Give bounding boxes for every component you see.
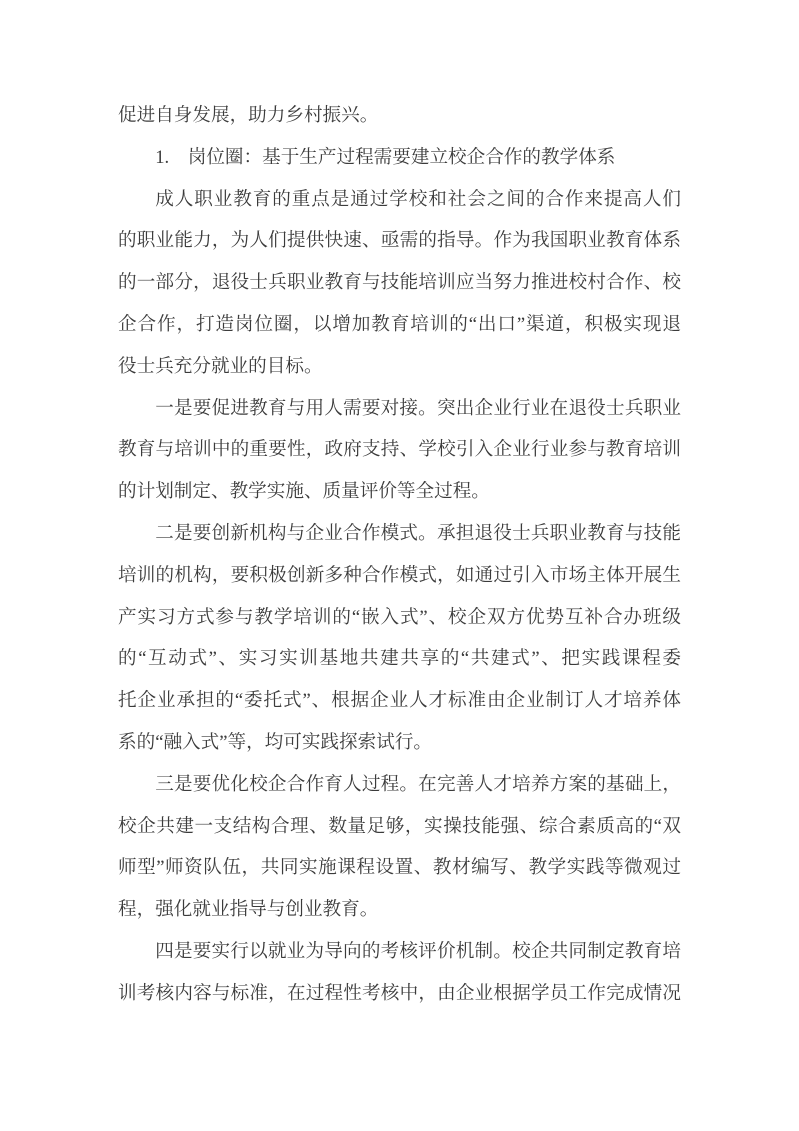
- text-line: 企合作，打造岗位圈，以增加教育培训的“出口”渠道，积极实现退: [118, 313, 681, 335]
- text-line: 培训的机构，要积极创新多种合作模式，如通过引入市场主体开展生: [118, 564, 681, 586]
- text-line: 师型”师资队伍，共同实施课程设置、教材编写、教学实践等微观过: [118, 857, 681, 879]
- text-line: 的一部分，退役士兵职业教育与技能培训应当努力推进校村合作、校: [118, 272, 681, 294]
- text-line: 系的“融入式”等，均可实践探索试行。: [118, 731, 433, 753]
- paragraph: [118, 764, 681, 931]
- paragraph: [118, 179, 681, 388]
- text-line: 一是要促进教育与用人需要对接。突出企业行业在退役士兵职业: [155, 397, 681, 419]
- text-line: 1. 岗位圈：基于生产过程需要建立校企合作的教学体系: [155, 146, 616, 168]
- paragraph: [118, 95, 681, 137]
- text-line: 成人职业教育的重点是通过学校和社会之间的合作来提高人们: [155, 188, 681, 210]
- text-line: 校企共建一支结构合理、数量足够，实操技能强、综合素质高的“双: [118, 815, 681, 837]
- text-line: 二是要创新机构与企业合作模式。承担退役士兵职业教育与技能: [155, 522, 681, 544]
- section-heading: [118, 137, 681, 179]
- text-line: 训考核内容与标准，在过程性考核中，由企业根据学员工作完成情况: [118, 982, 681, 1004]
- text-line: 促进自身发展，助力乡村振兴。: [118, 105, 379, 126]
- text-line: 的职业能力，为人们提供快速、亟需的指导。作为我国职业教育体系: [118, 230, 681, 252]
- paragraph: [118, 388, 681, 513]
- text-line: 三是要优化校企合作育人过程。在完善人才培养方案的基础上，: [155, 773, 681, 795]
- text-line: 程，强化就业指导与创业教育。: [118, 899, 379, 921]
- text-line: 四是要实行以就业为导向的考核评价机制。校企共同制定教育培: [155, 940, 681, 962]
- text-line: 产实习方式参与教学培训的“嵌入式”、校企双方优势互补合办班级: [118, 606, 681, 628]
- paragraph: [118, 931, 681, 1015]
- paragraph: [118, 513, 681, 764]
- text-line: 教育与培训中的重要性，政府支持、学校引入企业行业参与教育培训: [118, 439, 681, 461]
- text-line: 托企业承担的“委托式”、根据企业人才标准由企业制订人才培养体: [118, 690, 681, 712]
- text-line: 役士兵充分就业的目标。: [118, 355, 323, 377]
- text-line: 的计划制定、教学实施、质量评价等全过程。: [118, 481, 490, 503]
- text-line: 的“互动式”、实习实训基地共建共享的“共建式”、把实践课程委: [118, 648, 681, 670]
